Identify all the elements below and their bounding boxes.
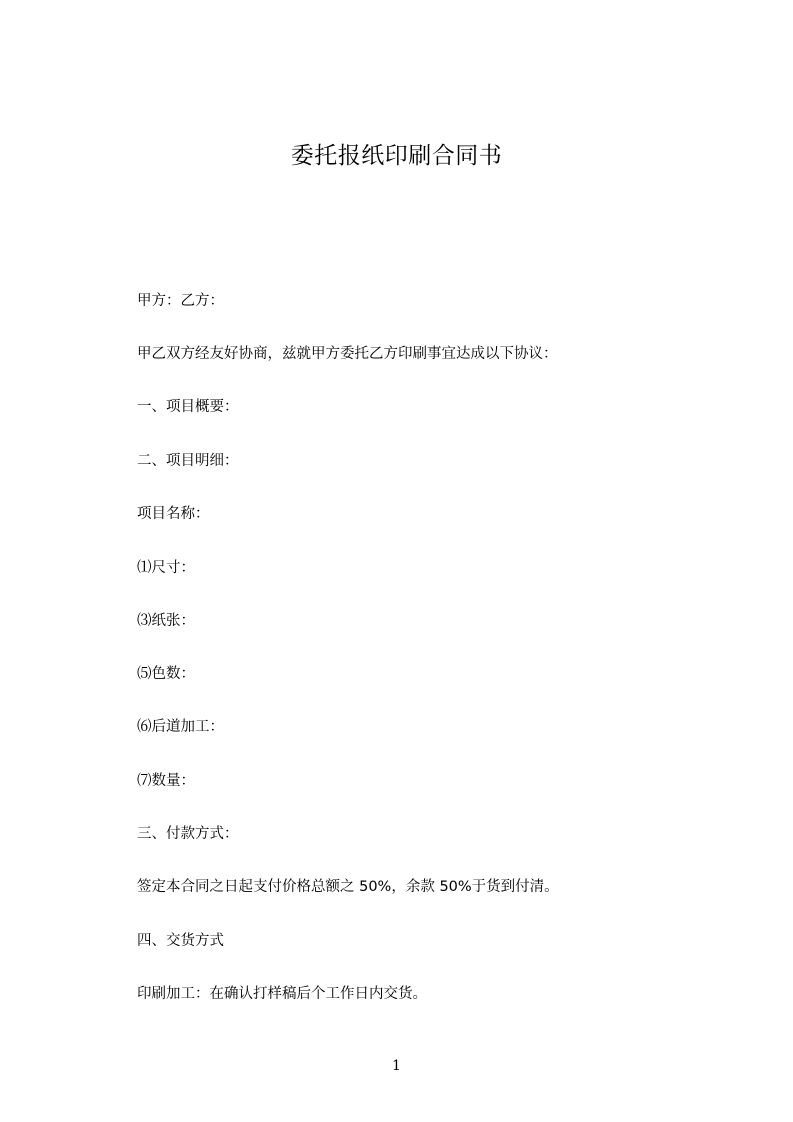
field-colors: ⑸色数：: [137, 666, 195, 682]
parties-line: 甲方：乙方：: [137, 293, 224, 309]
field-post-processing: ⑹后道加工：: [137, 719, 224, 735]
section-heading-details: 二、项目明细：: [137, 453, 239, 469]
field-project-name: 项目名称：: [137, 506, 210, 522]
payment-terms-paragraph: 签定本合同之日起支付价格总额之 50%，余款 50%于货到付清。: [137, 879, 559, 895]
section-heading-overview: 一、项目概要：: [137, 399, 239, 415]
section-heading-delivery: 四、交货方式: [137, 933, 224, 949]
field-paper: ⑶纸张：: [137, 613, 195, 629]
delivery-terms-paragraph: 印刷加工：在确认打样稿后个工作日内交货。: [137, 986, 427, 1002]
field-quantity: ⑺数量：: [137, 773, 195, 789]
field-size: ⑴尺寸：: [137, 560, 195, 576]
page-number: 1: [392, 1058, 401, 1074]
intro-paragraph: 甲乙双方经友好协商，兹就甲方委托乙方印刷事宜达成以下协议：: [137, 346, 558, 362]
section-heading-payment: 三、付款方式：: [137, 826, 239, 842]
document-title: 委托报纸印刷合同书: [290, 143, 503, 169]
